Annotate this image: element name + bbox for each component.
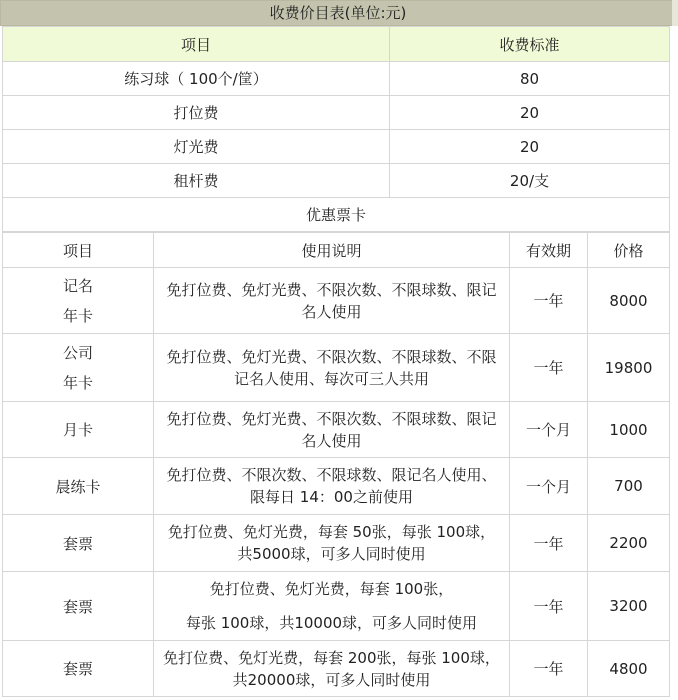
table-row bbox=[3, 402, 670, 458]
table-row bbox=[3, 164, 670, 198]
table-row bbox=[3, 515, 670, 572]
fee-price: 20 bbox=[390, 96, 670, 130]
card-header-item: 项目 bbox=[3, 233, 154, 268]
card-desc-line: 共20000球，可多人同时使用 bbox=[232, 670, 431, 689]
card-name-line: 月卡 bbox=[62, 421, 93, 439]
card-validity: 一个月 bbox=[510, 458, 588, 515]
card-desc-line: 免打位费、免灯光费，每套 200张，每张 100球， bbox=[163, 648, 500, 667]
card-name bbox=[3, 515, 154, 572]
card-price: 19800 bbox=[588, 334, 670, 402]
card-name-line: 套票 bbox=[62, 597, 93, 616]
card-name bbox=[3, 572, 154, 641]
card-validity: 一个月 bbox=[510, 402, 588, 458]
fee-item: 租杆费 bbox=[3, 164, 390, 198]
card-desc-line: 免打位费、免灯光费，每套 100张， bbox=[209, 580, 454, 598]
card-desc-line: 名人使用 bbox=[301, 302, 362, 321]
card-name bbox=[3, 334, 154, 402]
card-price: 8000 bbox=[588, 268, 670, 334]
section-title: 优惠票卡 bbox=[3, 198, 670, 232]
card-desc bbox=[154, 334, 510, 402]
fee-item: 打位费 bbox=[3, 96, 390, 130]
card-name bbox=[3, 458, 154, 515]
card-price: 4800 bbox=[588, 641, 670, 697]
card-name-line: 公司 bbox=[62, 343, 93, 362]
card-price: 1000 bbox=[588, 402, 670, 458]
card-desc bbox=[154, 458, 510, 515]
table-row bbox=[3, 458, 670, 515]
card-name-line: 套票 bbox=[62, 534, 93, 553]
card-desc-line: 每张 100球，共10000球，可多人同时使用 bbox=[185, 614, 478, 632]
fee-item: 灯光费 bbox=[3, 130, 390, 164]
card-name bbox=[3, 402, 154, 458]
fee-price: 20/支 bbox=[390, 164, 670, 198]
fee-price: 80 bbox=[390, 62, 670, 96]
card-desc bbox=[154, 515, 510, 572]
card-price: 700 bbox=[588, 458, 670, 515]
card-name-line: 晨练卡 bbox=[55, 477, 101, 496]
fee-table bbox=[2, 26, 670, 232]
fee-header-row bbox=[3, 27, 670, 62]
card-desc bbox=[154, 641, 510, 697]
table-row bbox=[3, 62, 670, 96]
card-table bbox=[2, 232, 670, 697]
fee-price: 20 bbox=[390, 130, 670, 164]
card-validity: 一年 bbox=[510, 572, 588, 641]
table-row bbox=[3, 572, 670, 641]
card-name-line: 年卡 bbox=[62, 373, 93, 392]
fee-header-item: 项目 bbox=[3, 27, 390, 62]
card-desc bbox=[154, 268, 510, 334]
card-validity: 一年 bbox=[510, 334, 588, 402]
table-row bbox=[3, 96, 670, 130]
section-row bbox=[3, 198, 670, 232]
card-desc bbox=[154, 572, 510, 641]
title-bar-edge bbox=[672, 0, 678, 26]
card-name-line: 记名 bbox=[62, 276, 93, 295]
card-name-line: 套票 bbox=[62, 660, 93, 678]
card-desc-line: 共5000球，可多人同时使用 bbox=[237, 545, 426, 563]
card-desc-line: 免打位费、不限次数、不限球数、限记名人使用、 bbox=[166, 466, 497, 484]
table-title: 收费价目表(单位:元) bbox=[0, 0, 676, 26]
card-desc-line: 免打位费、免灯光费、不限次数、不限球数、限记 bbox=[166, 280, 497, 299]
card-price: 3200 bbox=[588, 572, 670, 641]
card-price: 2200 bbox=[588, 515, 670, 572]
card-name bbox=[3, 641, 154, 697]
card-header-row bbox=[3, 233, 670, 268]
fee-header-price: 收费标准 bbox=[390, 27, 670, 62]
card-desc-line: 免打位费、免灯光费、不限次数、不限球数、限记 bbox=[166, 409, 497, 428]
card-desc-line: 名人使用 bbox=[301, 431, 362, 450]
card-desc-line: 免打位费、免灯光费，每套 50张，每张 100球， bbox=[167, 523, 496, 541]
card-desc-line: 限每日 14：00之前使用 bbox=[250, 488, 413, 506]
table-row bbox=[3, 641, 670, 697]
card-header-desc: 使用说明 bbox=[154, 233, 510, 268]
card-desc bbox=[154, 402, 510, 458]
fee-item: 练习球（ 100个/筐） bbox=[3, 62, 390, 96]
card-desc-line: 免打位费、免灯光费、不限次数、不限球数、不限 bbox=[166, 347, 497, 366]
table-row bbox=[3, 130, 670, 164]
card-header-validity: 有效期 bbox=[510, 233, 588, 268]
table-row bbox=[3, 268, 670, 334]
card-header-price: 价格 bbox=[588, 233, 670, 268]
card-name bbox=[3, 268, 154, 334]
table-row bbox=[3, 334, 670, 402]
card-validity: 一年 bbox=[510, 641, 588, 697]
card-validity: 一年 bbox=[510, 268, 588, 334]
card-validity: 一年 bbox=[510, 515, 588, 572]
card-name-line: 年卡 bbox=[62, 306, 93, 325]
card-desc-line: 记名人使用、每次可三人共用 bbox=[233, 369, 429, 388]
